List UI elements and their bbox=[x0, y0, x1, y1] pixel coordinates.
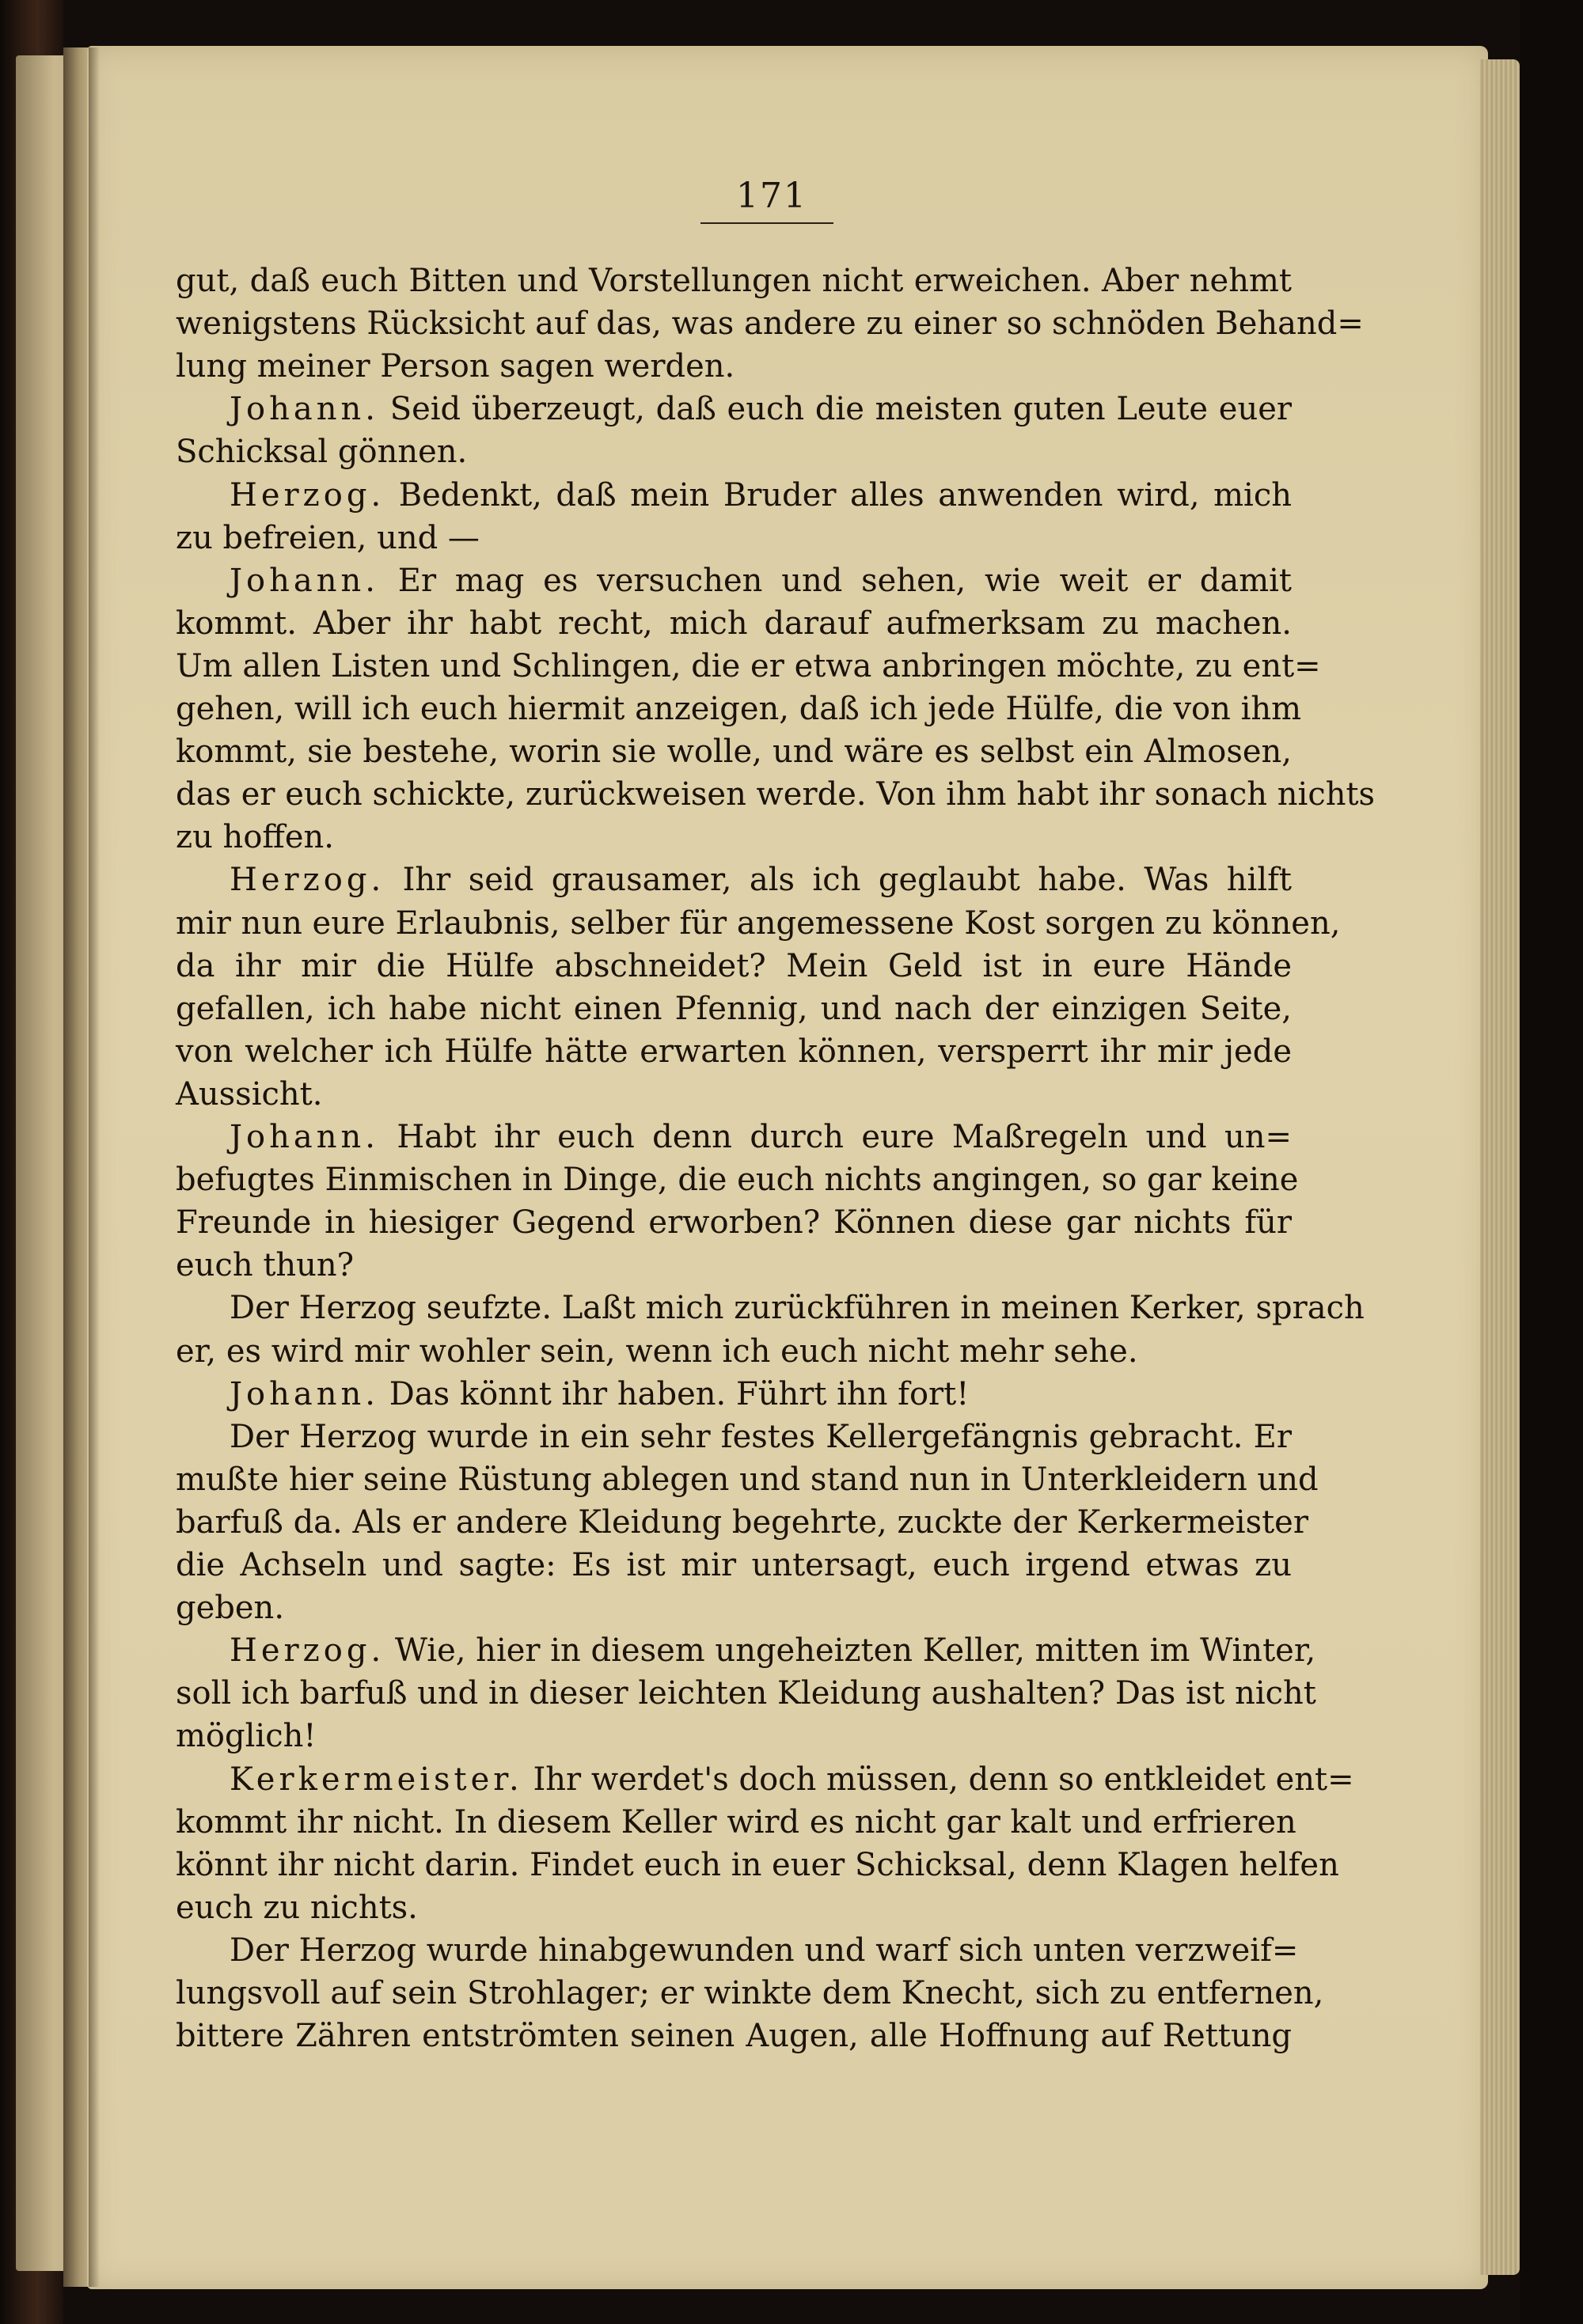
line-text: gehen, will ich euch hiermit anzeigen, daß ich jede Hülfe, die von ihm bbox=[176, 691, 1302, 727]
text-line bbox=[230, 1628, 1316, 1673]
text-line bbox=[176, 901, 1341, 946]
text-line bbox=[176, 344, 1292, 389]
speaker-name: Johann. bbox=[230, 1376, 379, 1412]
speaker-name: Herzog. bbox=[230, 862, 385, 898]
text-line bbox=[176, 1800, 1296, 1844]
text-line bbox=[176, 1072, 1292, 1117]
text-line bbox=[230, 858, 1292, 902]
page-number: 171 bbox=[736, 176, 807, 216]
text-line bbox=[176, 601, 1292, 646]
page-number-rule bbox=[700, 222, 833, 224]
line-text: mußte hier seine Rüstung ablegen und stand nun in Unterkleidern und bbox=[176, 1462, 1319, 1498]
line-text: da ihr mir die Hülfe abschneidet? Mein Geld ist in eure Hände bbox=[176, 948, 1292, 984]
line-text: geben. bbox=[176, 1590, 285, 1626]
line-text: Wie, hier in diesem ungeheizten Keller, mitten im Winter, bbox=[394, 1632, 1316, 1669]
text-line bbox=[176, 987, 1292, 1031]
line-text: barfuß da. Als er andere Kleidung begehrte, zuckte der Kerkermeister bbox=[176, 1504, 1308, 1541]
speaker-name: Kerkermeister. bbox=[230, 1761, 523, 1798]
speaker-name: Johann. bbox=[230, 391, 379, 427]
line-text: Schicksal gönnen. bbox=[176, 434, 468, 470]
line-text: Bedenkt, daß mein Bruder alles anwenden wird, mich bbox=[398, 477, 1293, 514]
text-line bbox=[230, 473, 1292, 517]
text-line bbox=[176, 730, 1292, 774]
text-line bbox=[176, 1200, 1292, 1245]
line-text: Aussicht. bbox=[176, 1076, 323, 1113]
text-line bbox=[176, 772, 1376, 817]
text-line bbox=[176, 1671, 1316, 1716]
line-text: wenigstens Rücksicht auf das, was andere zu einer so schnöden Behand= bbox=[176, 305, 1364, 342]
line-text: euch thun? bbox=[176, 1247, 355, 1283]
text-line bbox=[176, 1458, 1319, 1502]
text-line bbox=[230, 1757, 1354, 1802]
line-text: Der Herzog wurde hinabgewunden und warf sich unten verzweif= bbox=[230, 1932, 1299, 1969]
text-line bbox=[176, 1500, 1308, 1545]
line-text: kommt, sie bestehe, worin sie wolle, und wäre es selbst ein Almosen, bbox=[176, 734, 1292, 770]
text-line bbox=[176, 1543, 1292, 1587]
text-line bbox=[230, 1115, 1292, 1159]
scan-right-border bbox=[1520, 0, 1583, 2324]
page-stack-edges bbox=[1480, 59, 1520, 2275]
line-text: kommt. Aber ihr habt recht, mich darauf aufmerksam zu machen. bbox=[176, 605, 1292, 642]
text-line bbox=[176, 259, 1292, 303]
text-line bbox=[176, 1243, 1292, 1287]
line-text: das er euch schickte, zurückweisen werde. Von ihm habt ihr sonach nichts bbox=[176, 776, 1376, 813]
text-line bbox=[176, 1843, 1339, 1887]
speaker-name: Johann. bbox=[230, 563, 379, 599]
line-text: gut, daß euch Bitten und Vorstellungen nicht erweichen. Aber nehmt bbox=[176, 263, 1292, 299]
text-line bbox=[176, 516, 1292, 560]
line-text: kommt ihr nicht. In diesem Keller wird es nicht gar kalt und erfrieren bbox=[176, 1804, 1296, 1841]
speaker-name: Herzog. bbox=[230, 477, 385, 514]
text-line bbox=[176, 1029, 1292, 1074]
line-text: lungsvoll auf sein Strohlager; er winkte dem Knecht, sich zu entfernen, bbox=[176, 1975, 1324, 2011]
line-text: lung meiner Person sagen werden. bbox=[176, 348, 735, 385]
text-line bbox=[176, 2014, 1292, 2058]
line-text: Freunde in hiesiger Gegend erworben? Können diese gar nichts für bbox=[176, 1204, 1292, 1241]
text-line bbox=[230, 1928, 1299, 1973]
line-text: die Achseln und sagte: Es ist mir untersagt, euch irgend etwas zu bbox=[176, 1547, 1292, 1583]
text-line bbox=[176, 430, 1292, 474]
line-text: Der Herzog wurde in ein sehr festes Kellergefängnis gebracht. Er bbox=[230, 1419, 1292, 1455]
line-text: Seid überzeugt, daß euch die meisten guten Leute euer bbox=[389, 391, 1292, 427]
text-line bbox=[176, 1158, 1299, 1202]
line-text: Habt ihr euch denn durch eure Maßregeln und un= bbox=[397, 1119, 1292, 1155]
line-text: befugtes Einmischen in Dinge, die euch nichts angingen, so gar keine bbox=[176, 1162, 1299, 1198]
line-text: zu hoffen. bbox=[176, 819, 334, 855]
text-line bbox=[176, 1971, 1324, 2015]
line-text: bittere Zähren entströmten seinen Augen, alle Hoffnung auf Rettung bbox=[176, 2018, 1292, 2054]
text-line bbox=[176, 944, 1292, 988]
page-crease-shadow bbox=[89, 47, 100, 2287]
text-line bbox=[176, 1586, 1292, 1630]
text-line bbox=[176, 815, 1292, 859]
text-line bbox=[176, 1886, 1292, 1930]
text-line bbox=[230, 559, 1292, 603]
line-text: mir nun eure Erlaubnis, selber für angemessene Kost sorgen zu können, bbox=[176, 905, 1341, 942]
line-text: zu befreien, und — bbox=[176, 520, 480, 556]
line-text: Der Herzog seufzte. Laßt mich zurückführen in meinen Kerker, sprach bbox=[230, 1290, 1365, 1326]
speaker-name: Johann. bbox=[230, 1119, 379, 1155]
text-line bbox=[176, 687, 1302, 731]
text-line bbox=[176, 301, 1364, 346]
text-line bbox=[230, 1415, 1292, 1459]
line-text: Ihr werdet's doch müssen, denn so entkleidet ent= bbox=[533, 1761, 1354, 1798]
text-line bbox=[176, 1714, 1292, 1758]
line-text: euch zu nichts. bbox=[176, 1890, 418, 1926]
text-line bbox=[230, 1286, 1365, 1330]
line-text: von welcher ich Hülfe hätte erwarten können, versperrt ihr mir jede bbox=[176, 1033, 1292, 1070]
line-text: Er mag es versuchen und sehen, wie weit er damit bbox=[397, 563, 1292, 599]
line-text: Um allen Listen und Schlingen, die er etwa anbringen möchte, zu ent= bbox=[176, 648, 1321, 684]
line-text: er, es wird mir wohler sein, wenn ich euch nicht mehr sehe. bbox=[176, 1333, 1138, 1370]
text-line bbox=[230, 1372, 1292, 1416]
line-text: möglich! bbox=[176, 1718, 317, 1754]
text-line bbox=[230, 387, 1292, 431]
text-line bbox=[176, 644, 1321, 688]
speaker-name: Herzog. bbox=[230, 1632, 385, 1669]
line-text: Das könnt ihr haben. Führt ihn fort! bbox=[389, 1376, 970, 1412]
text-line bbox=[176, 1329, 1292, 1374]
line-text: gefallen, ich habe nicht einen Pfennig, und nach der einzigen Seite, bbox=[176, 991, 1292, 1027]
line-text: könnt ihr nicht darin. Findet euch in euer Schicksal, denn Klagen helfen bbox=[176, 1847, 1339, 1883]
line-text: Ihr seid grausamer, als ich geglaubt habe. Was hilft bbox=[402, 862, 1292, 898]
line-text: soll ich barfuß und in dieser leichten Kleidung aushalten? Das ist nicht bbox=[176, 1675, 1316, 1712]
